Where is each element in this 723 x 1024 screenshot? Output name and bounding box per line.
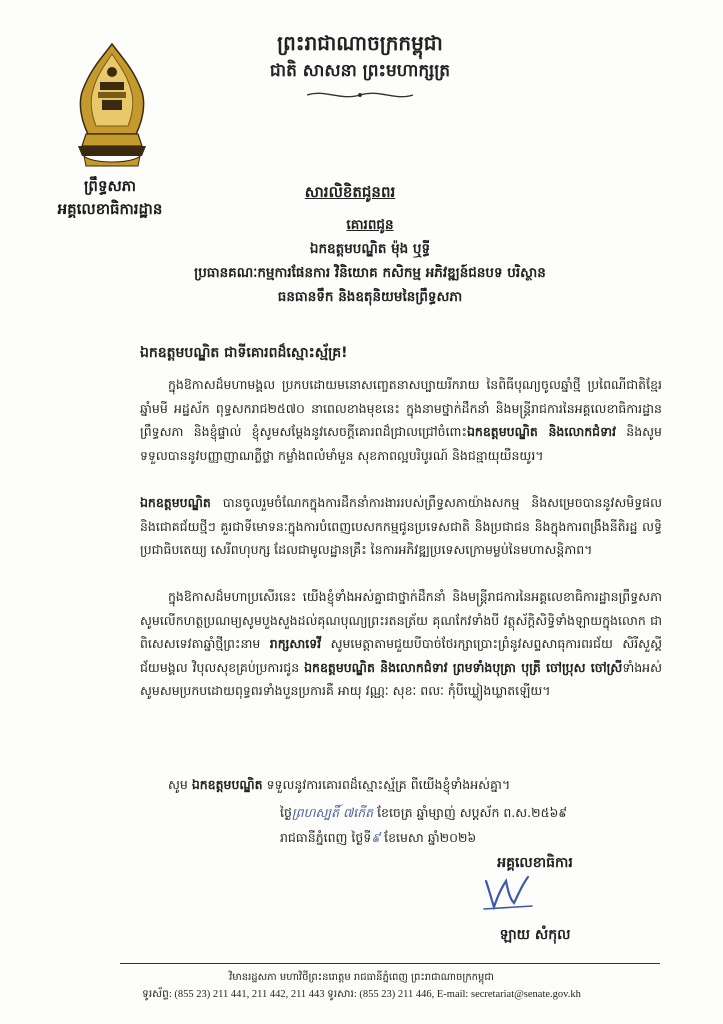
paragraph-4-pre: សូម xyxy=(168,777,192,792)
org-department: អគ្គលេខាធិការដ្ឋាន xyxy=(57,200,163,218)
national-motto: ជាតិ សាសនា ព្រះមហាក្សត្រ xyxy=(269,61,451,81)
footer-contact: ទូរស័ព្ទ: (855 23) 211 441, 211 442, 211 443 ទូរសារ: (855 23) 211 446, E-mail: secretariat@senate.gov.kh xyxy=(142,989,581,1000)
senate-emblem-logo xyxy=(72,42,152,170)
paragraph-4-text: ទទួលនូវការគោរពដ៏ស្មោះស្ម័គ្រ ពីយើងខ្ញុំទាំងអស់គ្នា។ xyxy=(262,777,511,792)
footer-address: វិមានរដ្ឋសភា មហាវិថីព្រះនរោត្តម រាជធានីភ្នំពេញ ព្រះរាជាណាចក្រកម្ពុជា xyxy=(229,972,494,983)
paragraph-3-bold2: ឯកឧត្តមបណ្ឌិត និងលោកជំទាវ ព្រមទាំងបុត្រា បុត្រី ចៅប្រុស ចៅស្រី xyxy=(304,659,623,675)
solar-date-handwritten: ៩ xyxy=(371,830,381,845)
salutation: ឯកឧត្តមបណ្ឌិត ជាទីគោរពដ៏ស្មោះស្ម័គ្រ! xyxy=(140,345,348,361)
recipient-name: ឯកឧត្តមបណ្ឌិត ម៉ុង ឬទ្ធី xyxy=(309,241,431,257)
lunar-date xyxy=(280,805,567,824)
handwritten-signature xyxy=(478,873,538,913)
paragraph-1-end: និងសូមទទួលបាននូវបញ្ញាញាណភ្លឺថ្លា កម្លាំងពលំមាំមួន សុខភាពល្អបរិបូរណ៍ និងជន្មាយុយឺនយូរ។ xyxy=(140,424,662,463)
paragraph-1-bold: ឯកឧត្តមបណ្ឌិត និងលោកជំទាវ xyxy=(466,424,616,439)
paragraph-3-end: ទាំងអស់ សូមសមប្រកបដោយពុទ្ធពរទាំងបួនប្រការគឺ អាយុ វណ្ណៈ សុខៈ ពលៈ កុំបីឃ្លៀងឃ្លាតឡើយ។ xyxy=(140,659,662,698)
org-name: ព្រឹទ្ធសភា xyxy=(83,177,137,195)
recipient-greeting: គោរពជូន xyxy=(346,217,394,233)
paragraph-3-text: ក្នុងឱកាសដ៏មហាប្រសើរនេះ យើងខ្ញុំទាំងអស់គ្នាជាថ្នាក់ដឹកនាំ និងមន្ត្រីរាជការនៃអគ្គលេខាធិការដ្ឋានព្រឹទ្ធសភា សូមលើកហត្ថប្រណម្យសូមបួងសួងដល់គុណបុណ្យព្រះរតនត្រ័យ គុណកែវទាំងបី វត្ថុស័ក្តិសិទ្ធិទាំងឡាយក្នុងលោក ជាពិសេសទេវតាឆ្នាំថ្មីព្រះនាម xyxy=(140,589,662,651)
recipient-position-line2: ធនធានទឹក និងឧតុនិយមនៃព្រឹទ្ធសភា xyxy=(277,289,463,305)
paragraph-4-bold: ឯកឧត្តមបណ្ឌិត xyxy=(191,777,263,792)
recipient-block xyxy=(100,213,640,309)
kingdom-name: ព្រះរាជាណាចក្រកម្ពុជា xyxy=(277,31,443,55)
paragraph-3-mid: សូមមេត្តាតាមជួយបីបាច់ថែរក្សាប្រោះព្រំនូវសព្ទសាធុការពរជ័យ សិរីសួស្តី ជ័យមង្គល វិបុលសុខគ្រប់ប្រការជូន xyxy=(140,636,662,675)
paragraph-2-bold: ឯកឧត្តមបណ្ឌិត xyxy=(140,495,211,510)
lunar-date-handwritten: ព្រហស្បតិ៍ ៧កើត xyxy=(291,805,374,820)
lunar-date-prefix: ថ្ងៃ xyxy=(280,805,292,820)
paragraph-1-text: ក្នុងឱកាសដ៏មហាមង្គល ប្រកបដោយមនោសញ្ចេតនាសប្បាយរីករាយ នៃពិធីបុណ្យចូលឆ្នាំថ្មី ប្រពៃណីជាតិខ្មែរ ឆ្នាំមមី អដ្ឋស័ក ពុទ្ធសករាជ២៥៧០ នាពេលខាងមុខនេះ ក្នុងនាមថ្នាក់ដឹកនាំ និងមន្ត្រីរាជការនៃអគ្គលេខាធិការដ្ឋានព្រឹទ្ធសភា និងខ្ញុំផ្ទាល់ ខ្ញុំសូមសម្តែងនូវសេចក្តីគោរពដ៏ជ្រាលជ្រៅចំពោះ xyxy=(140,377,662,439)
paragraph-2 xyxy=(140,491,662,562)
signer-title: អគ្គលេខាធិការ xyxy=(497,855,573,871)
lunar-date-rest: ខែចេត្រ ឆ្នាំម្សាញ់ សប្តស័ក ព.ស.២៥៦៩ xyxy=(373,805,568,820)
solar-date xyxy=(280,830,476,849)
paragraph-1 xyxy=(140,373,662,467)
solar-date-prefix: រាជធានីភ្នំពេញ ថ្ងៃទី xyxy=(280,830,372,845)
paragraph-3-bold: រាក្សសាទេវី xyxy=(269,636,322,651)
paragraph-4 xyxy=(140,773,662,797)
footer-divider xyxy=(120,963,660,964)
signer-name: ឡាយ សំកុល xyxy=(499,927,571,943)
recipient-position-line1: ប្រធានគណៈកម្មការផែនការ វិនិយោគ កសិកម្ម អភិវឌ្ឍន៍ជនបទ បរិស្ថាន xyxy=(194,265,546,281)
ornament-divider xyxy=(305,88,415,102)
solar-date-rest: ខែមេសា ឆ្នាំ២០២៦ xyxy=(380,830,477,845)
paragraph-3 xyxy=(140,585,662,703)
paragraph-2-text: បានចូលរួមចំណែកក្នុងការដឹកនាំការងាររបស់ព្រឹទ្ធសភាយ៉ាងសកម្ម និងសម្រេចបាននូវសមិទ្ធផល និងជោគជ័យថ្មីៗ គួរជាទីមោទនៈក្នុងការបំពេញបេសកកម្មជូនប្រទេសជាតិ និងប្រជាជន និងក្នុងការពង្រឹងនីតិរដ្ឋ លទ្ធិប្រជាធិបតេយ្យ សេរីពហុបក្ស ដែលជាមូលដ្ឋានគ្រឹះ នៃការអភិវឌ្ឍប្រទេសក្រោមម្លប់នៃមហាសន្តិភាព។ xyxy=(140,495,662,557)
kingdom-header xyxy=(225,28,495,102)
letter-title: សារលិខិតជូនពរ xyxy=(304,183,396,201)
